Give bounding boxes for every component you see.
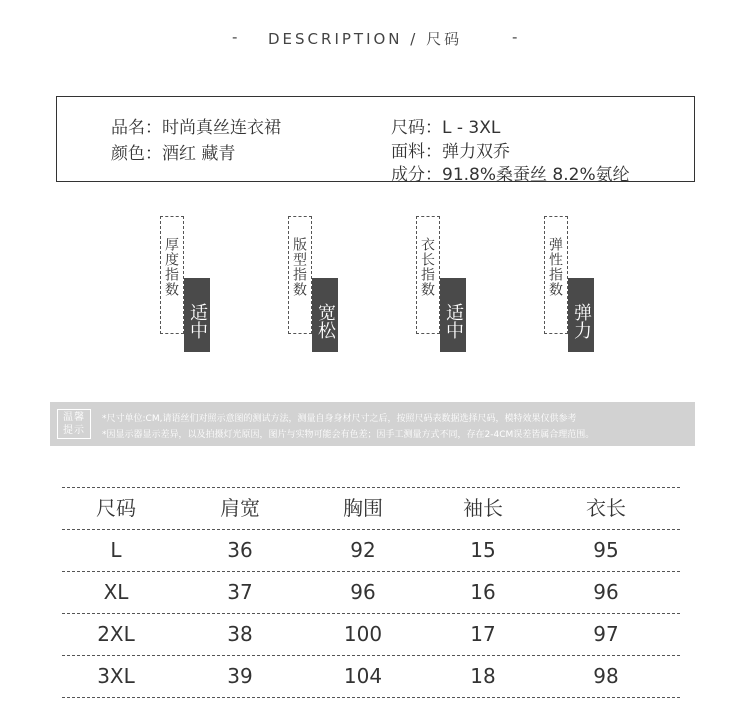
index-label: 版型指数	[288, 216, 312, 334]
table-row	[62, 571, 680, 613]
index-value: 适中	[440, 278, 466, 352]
table-cell: 37	[227, 580, 253, 604]
table-cell: 38	[227, 622, 253, 646]
notice-banner	[50, 402, 695, 446]
table-cell: 96	[350, 580, 376, 604]
table-cell: 17	[470, 622, 496, 646]
notice-line-2: *因显示器显示差异，以及拍摄灯光原因，图片与实物可能会有色差；因手工测量方式不同，存在2-4CM误差皆属合理范围。	[102, 430, 595, 440]
product-color: 颜色：酒红 藏青	[111, 144, 236, 164]
product-info-box	[56, 96, 695, 185]
table-cell: 95	[593, 538, 619, 562]
table-cell: 3XL	[97, 664, 135, 688]
table-cell: 97	[593, 622, 619, 646]
table-cell: 100	[343, 622, 383, 646]
table-cell: 18	[470, 664, 496, 688]
table-cell: 98	[593, 664, 619, 688]
product-composition: 成分：91.8%桑蚕丝 8.2%氨纶	[391, 165, 630, 185]
notice-line-1: *尺寸单位:CM,请语丝们对照示意图的测试方法，测量自身身材尺寸之后，按照尺码表数据选择尺码，模特效果仅供参考	[102, 414, 577, 424]
index-label: 弹性指数	[544, 216, 568, 334]
index-length	[416, 216, 496, 356]
table-header-cell: 衣长	[586, 496, 626, 520]
index-elasticity	[544, 216, 624, 356]
table-cell: 16	[470, 580, 496, 604]
product-name: 品名：时尚真丝连衣裙	[111, 118, 281, 138]
table-cell: 39	[227, 664, 253, 688]
table-header-row	[62, 487, 680, 529]
index-value: 弹力	[568, 278, 594, 352]
index-value: 宽松	[312, 278, 338, 352]
table-row	[62, 655, 680, 698]
index-label: 衣长指数	[416, 216, 440, 334]
table-cell: L	[110, 538, 122, 562]
table-cell: 2XL	[97, 622, 135, 646]
index-thickness	[160, 216, 240, 356]
table-row	[62, 613, 680, 655]
table-cell: 36	[227, 538, 253, 562]
table-cell: 104	[343, 664, 383, 688]
notice-badge: 温馨提示	[57, 409, 91, 439]
product-size-range: 尺码：L - 3XL	[391, 118, 501, 138]
table-cell: 96	[593, 580, 619, 604]
table-header-cell: 尺码	[96, 496, 136, 520]
table-cell: 15	[470, 538, 496, 562]
table-row	[62, 529, 680, 571]
table-cell: XL	[103, 580, 129, 604]
table-cell: 92	[350, 538, 376, 562]
table-header-cell: 肩宽	[220, 496, 260, 520]
size-table	[62, 487, 680, 698]
header-left-dash: -	[232, 28, 241, 46]
table-header-cell: 袖长	[463, 496, 503, 520]
section-header	[0, 28, 750, 52]
header-title: DESCRIPTION / 尺码	[268, 30, 463, 48]
header-right-dash: -	[512, 28, 521, 46]
table-header-cell: 胸围	[343, 496, 383, 520]
product-fabric: 面料：弹力双乔	[391, 142, 510, 162]
index-label: 厚度指数	[160, 216, 184, 334]
index-value: 适中	[184, 278, 210, 352]
index-fit	[288, 216, 368, 356]
